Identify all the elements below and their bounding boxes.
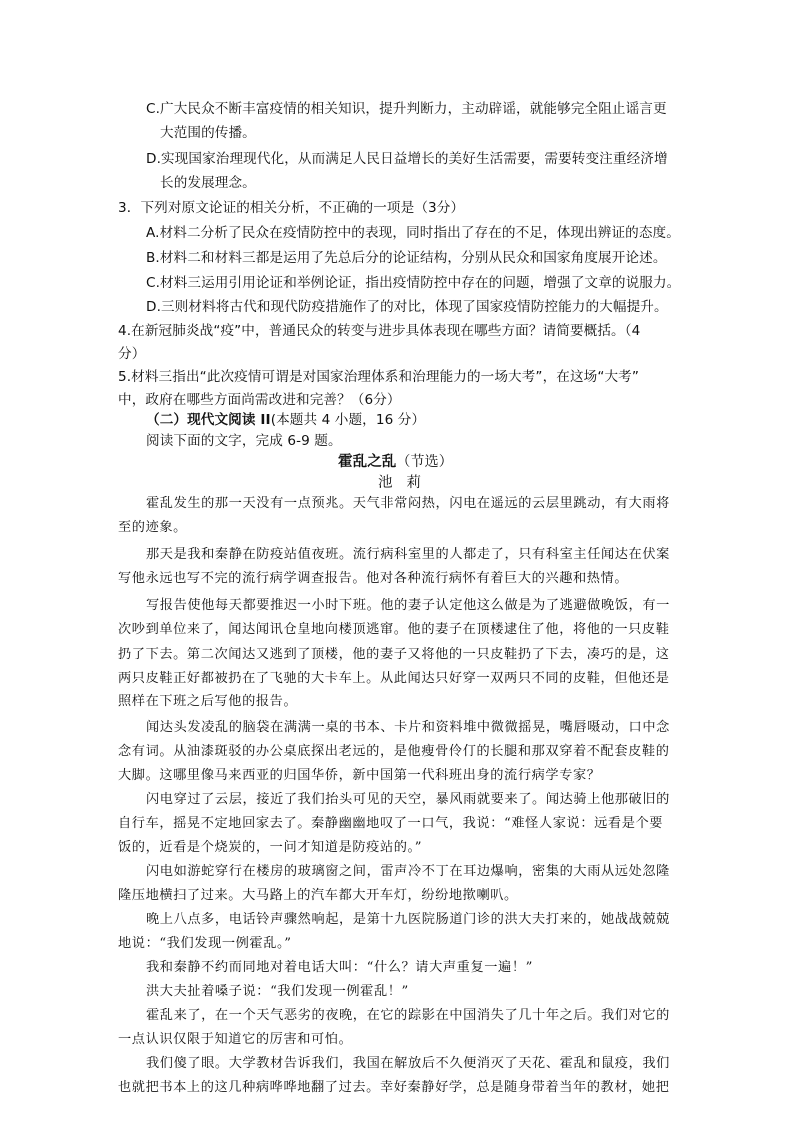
story-line: 闻达头发凌乱的脑袋在满满一桌的书本、卡片和资料堆中微微摇晃，嘴唇嗫动，口中念 xyxy=(146,720,670,735)
story-line: 闪电穿过了云层，接近了我们抬头可见的天空，暴风雨就要来了。闻达骑上他那破旧的 xyxy=(146,792,670,807)
section-instruction: 阅读下面的文字，完成 6-9 题。 xyxy=(146,433,342,449)
story-author: 池莉 xyxy=(378,475,435,491)
option-d-line-1: D.实现国家治理现代化，从而满足人民日益增长的美好生活需要，需要转变注重经济增 xyxy=(146,151,668,167)
story-line: 两只皮鞋正好都被扔在了飞驰的大卡车上。从此闻达只好穿一双两只不同的皮鞋，但他还是 xyxy=(118,671,670,686)
section-heading-rest: (本题共 4 小题，16 分） xyxy=(270,412,426,428)
story-line: 隆压地横扫了过来。大马路上的汽车都大开车灯，纷纷地揿喇叭。 xyxy=(118,888,518,903)
question-4-line-1: 4.在新冠肺炎战“疫”中，普通民众的转变与进步具体表现在哪些方面？请简要概括。（4 xyxy=(118,323,641,339)
story-title-main: 霍乱之乱 xyxy=(338,453,397,470)
option-c-line-2: 大范围的传播。 xyxy=(160,125,256,141)
question-3-option-c: C.材料三运用引用论证和举例论证，指出疫情防控中存在的问题，增强了文章的说服力。 xyxy=(146,275,681,291)
story-line: 地说：“我们发现一例霍乱。” xyxy=(118,936,292,951)
story-line: 也就把书本上的这几种病哗哗地翻了过去。幸好秦静好学，总是随身带着当年的教材，她把 xyxy=(118,1080,670,1095)
story-line: 我们傻了眼。大学教材告诉我们，我国在解放后不久便消灭了天花、霍乱和鼠疫，我们 xyxy=(146,1056,670,1071)
story-line: 写他永远也写不完的流行病学调查报告。他对各种流行病怀有着巨大的兴趣和热情。 xyxy=(118,571,629,586)
story-line: 晚上八点多，电话铃声骤然响起，是第十九医院肠道门诊的洪大夫打来的，她战战兢兢 xyxy=(146,912,670,927)
story-title xyxy=(338,452,453,472)
story-line: 自行车，摇晃不定地回家去了。秦静幽幽地叹了一口气，我说：“难怪人家说：远看是个要 xyxy=(118,816,664,831)
question-5-line-2: 中，政府在哪些方面尚需改进和完善？（6分） xyxy=(118,392,401,408)
story-line: 那天是我和秦静在防疫站值夜班。流行病科室里的人都走了，只有科室主任闻达在伏案 xyxy=(146,547,670,562)
story-line: 我和秦静不约而同地对着电话大叫：“什么？请大声重复一遍！” xyxy=(146,960,533,975)
section-heading xyxy=(146,410,425,430)
story-line: 至的迹象。 xyxy=(118,520,187,535)
story-line: 照样在下班之后写他的报告。 xyxy=(118,694,298,709)
story-line: 写报告使他每天都要推迟一小时下班。他的妻子认定他这么做是为了逃避做晚饭，有一 xyxy=(146,598,670,613)
story-line: 念有词。从油漆斑驳的办公桌底探出老远的，是他瘦骨伶仃的长腿和那双穿着不配套皮鞋的 xyxy=(118,744,670,759)
story-line: 一点认识仅限于知道它的厉害和可怕。 xyxy=(118,1032,353,1047)
question-3-option-d: D.三则材料将古代和现代防疫措施作了的对比，体现了国家疫情防控能力的大幅提升。 xyxy=(146,299,668,315)
story-line: 大脚。这哪里像马来西亚的归国华侨，新中国第一代科班出身的流行病学专家？ xyxy=(118,768,601,783)
question-3-option-a: A.材料二分析了民众在疫情防控中的表现，同时指出了存在的不足，体现出辨证的态度。 xyxy=(146,225,680,241)
question-5-line-1: 5.材料三指出“此次疫情可谓是对国家治理体系和治理能力的一场大考”，在这场“大考” xyxy=(118,369,640,385)
story-line: 扔了下去。第二次闻达又逃到了顶楼，他的妻子又将他的一只皮鞋扔了下去，凑巧的是，这 xyxy=(118,647,670,662)
story-line: 霍乱发生的那一天没有一点预兆。天气非常闷热，闪电在遥远的云层里跳动，有大雨将 xyxy=(146,496,670,511)
section-heading-bold: （二）现代文阅读 II xyxy=(146,412,271,428)
story-line: 闪电如游蛇穿行在楼房的玻璃窗之间，雷声冷不丁在耳边爆响，密集的大雨从远处忽隆 xyxy=(146,864,670,879)
story-line: 霍乱来了，在一个天气恶劣的夜晚，在它的踪影在中国消失了几十年之后。我们对它的 xyxy=(146,1008,670,1023)
question-4-line-2: 分） xyxy=(118,346,146,362)
story-line: 洪大夫扯着嗓子说：“我们发现一例霍乱！” xyxy=(146,984,409,999)
question-3-option-b: B.材料二和材料三都是运用了先总后分的论证结构，分别从民众和国家角度展开论述。 xyxy=(146,250,667,266)
story-line: 饭的，近看是个烧炭的，一问才知道是防疫站的。” xyxy=(118,840,423,855)
option-d-line-2: 长的发展理念。 xyxy=(160,175,256,191)
question-3-stem: 3．下列对原文论证的相关分析，不正确的一项是（3分） xyxy=(118,200,465,216)
story-title-suffix: （节选） xyxy=(396,454,453,470)
option-c-line-1: C.广大民众不断丰富疫情的相关知识，提升判断力，主动辟谣，就能够完全阻止谣言更 xyxy=(146,101,667,117)
story-line: 次吵到单位来了，闻达闻讯仓皇地向楼顶逃窜。他的妻子在顶楼逮住了他，将他的一只皮鞋 xyxy=(118,622,670,637)
